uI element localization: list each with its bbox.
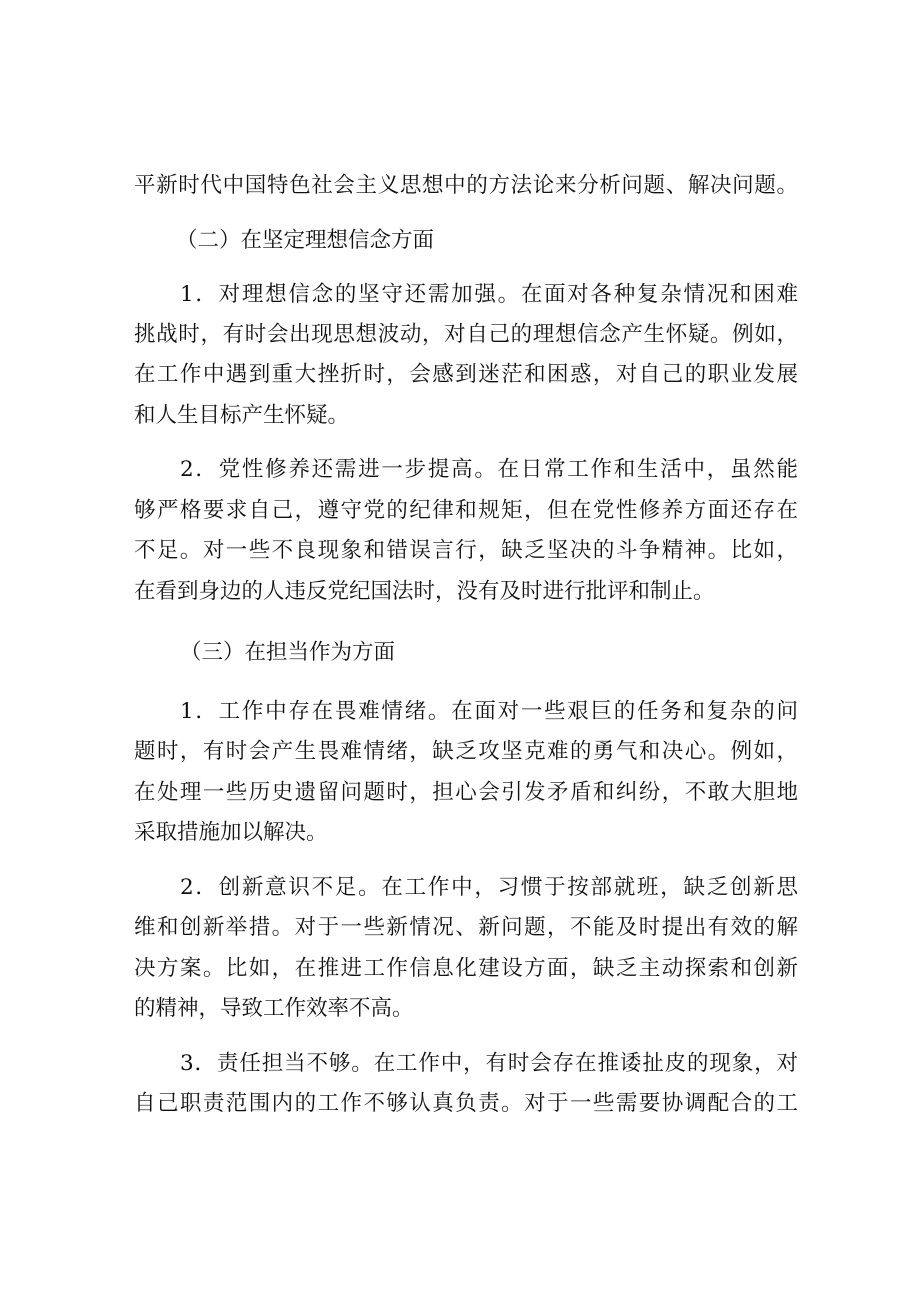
paragraph-line: 在处理一些历史遗留问题时，担心会引发矛盾和纠纷，不敢大胆地 (134, 780, 798, 805)
paragraph-line: 采取措施加以解决。 (134, 820, 328, 845)
paragraph-line: 和人生目标产生怀疑。 (134, 403, 350, 428)
paragraph-line: 1．工作中存在畏难情绪。在面对一些艰巨的任务和复杂的问 (180, 699, 798, 724)
paragraph-line: 2．创新意识不足。在工作中，习惯于按部就班，缺乏创新思 (180, 875, 798, 900)
paragraph-line: 题时，有时会产生畏难情绪，缺乏攻坚克难的勇气和决心。例如， (134, 739, 798, 764)
paragraph-line: 的精神，导致工作效率不高。 (134, 996, 414, 1021)
paragraph-line: 决方案。比如，在推进工作信息化建设方面，缺乏主动探索和创新 (134, 956, 798, 981)
paragraph-line: 维和创新举措。对于一些新情况、新问题，不能及时提出有效的解 (134, 915, 798, 940)
paragraph-line: 1．对理想信念的坚守还需加强。在面对各种复杂情况和困难 (180, 282, 798, 307)
paragraph-line: 挑战时，有时会出现思想波动，对自己的理想信念产生怀疑。例如， (134, 322, 798, 347)
paragraph-line: 在工作中遇到重大挫折时，会感到迷茫和困惑，对自己的职业发展 (134, 362, 798, 387)
section-heading-ideals: （二）在坚定理想信念方面 (176, 228, 435, 253)
section-heading-responsibility: （三）在担当作为方面 (180, 640, 396, 665)
paragraph-line: 3．责任担当不够。在工作中，有时会存在推诿扯皮的现象，对 (180, 1051, 798, 1076)
paragraph-line: 在看到身边的人违反党纪国法时，没有及时进行批评和制止。 (134, 579, 715, 604)
paragraph-line: 够严格要求自己，遵守党的纪律和规矩，但在党性修养方面还存在 (134, 498, 798, 523)
paragraph-line: 2．党性修养还需进一步提高。在日常工作和生活中，虽然能 (180, 457, 798, 482)
paragraph-line: 自己职责范围内的工作不够认真负责。对于一些需要协调配合的工 (134, 1091, 798, 1116)
paragraph-line: 不足。对一些不良现象和错误言行，缺乏坚决的斗争精神。比如， (134, 538, 798, 563)
paragraph-line: 平新时代中国特色社会主义思想中的方法论来分析问题、解决问题。 (134, 173, 798, 198)
